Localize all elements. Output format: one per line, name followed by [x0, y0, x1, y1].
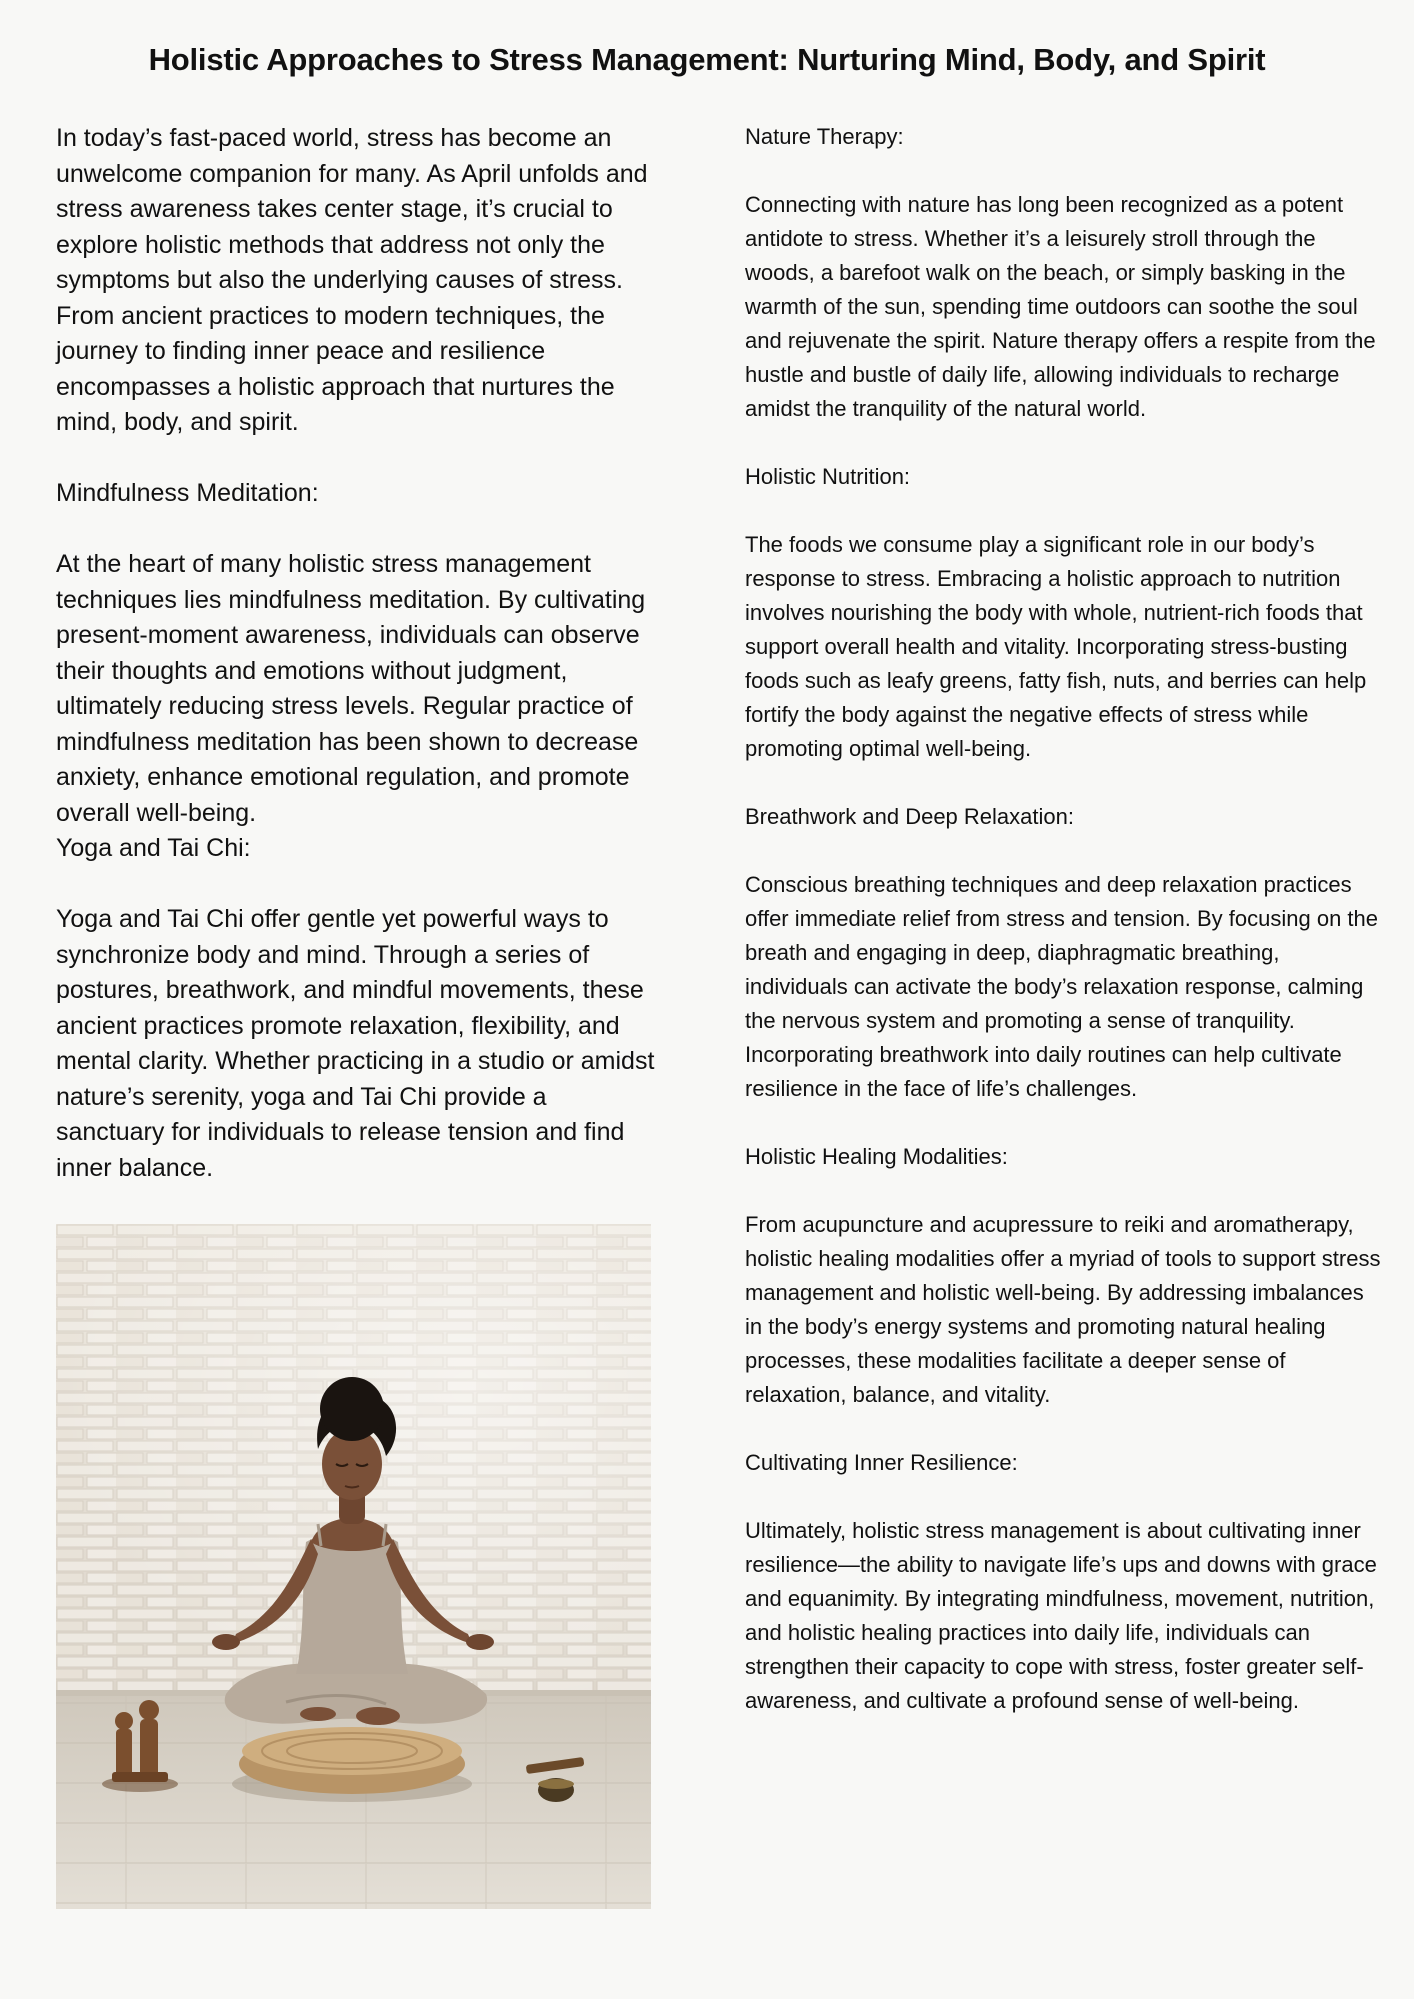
- yoga-paragraph: Yoga and Tai Chi offer gentle yet powerful ways to synchronize body and mind. Through a series of postures, breathwork, and mindful movements, these ancient practices promote relaxation, flexibility, and mental clarity. Whether practicing in a studio or amidst nature’s serenity, yoga and Tai Chi provide a sanctuary for individuals to release tension and find inner balance.: [56, 905, 655, 1182]
- intro-paragraph: In today’s fast-paced world, stress has become an unwelcome companion for many. As April unfolds and stress awareness takes center stage, it’s crucial to explore holistic methods that address not only the symptoms but also the underlying causes of stress. From ancient practices to modern techniques, the journey to finding inner peace and resilience encompasses a holistic approach that nurtures the mind, body, and spirit.: [56, 124, 648, 436]
- mindfulness-heading: Mindfulness Meditation:: [56, 479, 319, 507]
- healing-paragraph: From acupuncture and acupressure to reiki and aromatherapy, holistic healing modalities offer a myriad of tools to support stress management and holistic well-being. By addressing imbalances in the body’s energy systems and promoting natural healing processes, these modalities facilitate a deeper sense of relaxation, balance, and vitality.: [745, 1212, 1381, 1407]
- nutrition-heading: Holistic Nutrition:: [745, 464, 911, 489]
- left-column: [56, 121, 656, 1186]
- resilience-heading: Cultivating Inner Resilience:: [745, 1450, 1018, 1475]
- nature-paragraph: Connecting with nature has long been recognized as a potent antidote to stress. Whether it’s a leisurely stroll through the woods, a barefoot walk on the beach, or simply basking in the warmth of the sun, spending time outdoors can soothe the soul and rejuvenate the spirit. Nature therapy offers a respite from the hustle and bustle of daily life, allowing individuals to recharge amidst the tranquility of the natural world.: [745, 192, 1376, 421]
- nutrition-paragraph: The foods we consume play a significant role in our body’s response to stress. Embracing a holistic approach to nutrition involves nourishing the body with whole, nutrient-rich foods that support overall health and vitality. Incorporating stress-busting foods such as leafy greens, fatty fish, nuts, and berries can help fortify the body against the negative effects of stress while promoting optimal well-being.: [745, 532, 1367, 761]
- healing-heading: Holistic Healing Modalities:: [745, 1144, 1008, 1169]
- breathwork-heading: Breathwork and Deep Relaxation:: [745, 804, 1074, 829]
- page-title: Holistic Approaches to Stress Management: Nurturing Mind, Body, and Spirit: [148, 42, 1266, 77]
- mindfulness-paragraph: At the heart of many holistic stress management techniques lies mindfulness meditation. By cultivating present-moment awareness, individuals can observe their thoughts and emotions without judgment, ultimately reducing stress levels. Regular practice of mindfulness meditation has been shown to decrease anxiety, enhance emotional regulation, and promote overall well-being.: [56, 550, 646, 827]
- breathwork-paragraph: Conscious breathing techniques and deep relaxation practices offer immediate relief from stress and tension. By focusing on the breath and engaging in deep, diaphragmatic breathing, individuals can activate the body’s relaxation response, calming the nervous system and promoting a sense of tranquility. Incorporating breathwork into daily routines can help cultivate resilience in the face of life’s challenges.: [745, 872, 1379, 1101]
- yoga-heading: Yoga and Tai Chi:: [56, 834, 251, 862]
- right-column: [745, 120, 1385, 1718]
- resilience-paragraph: Ultimately, holistic stress management is about cultivating inner resilience—the ability to navigate life’s ups and downs with grace and equanimity. By integrating mindfulness, movement, nutrition, and holistic healing practices into daily life, individuals can strengthen their capacity to cope with stress, foster greater self-awareness, and cultivate a profound sense of well-being.: [745, 1518, 1377, 1713]
- meditation-photo: [56, 1224, 651, 1909]
- nature-heading: Nature Therapy:: [745, 124, 904, 149]
